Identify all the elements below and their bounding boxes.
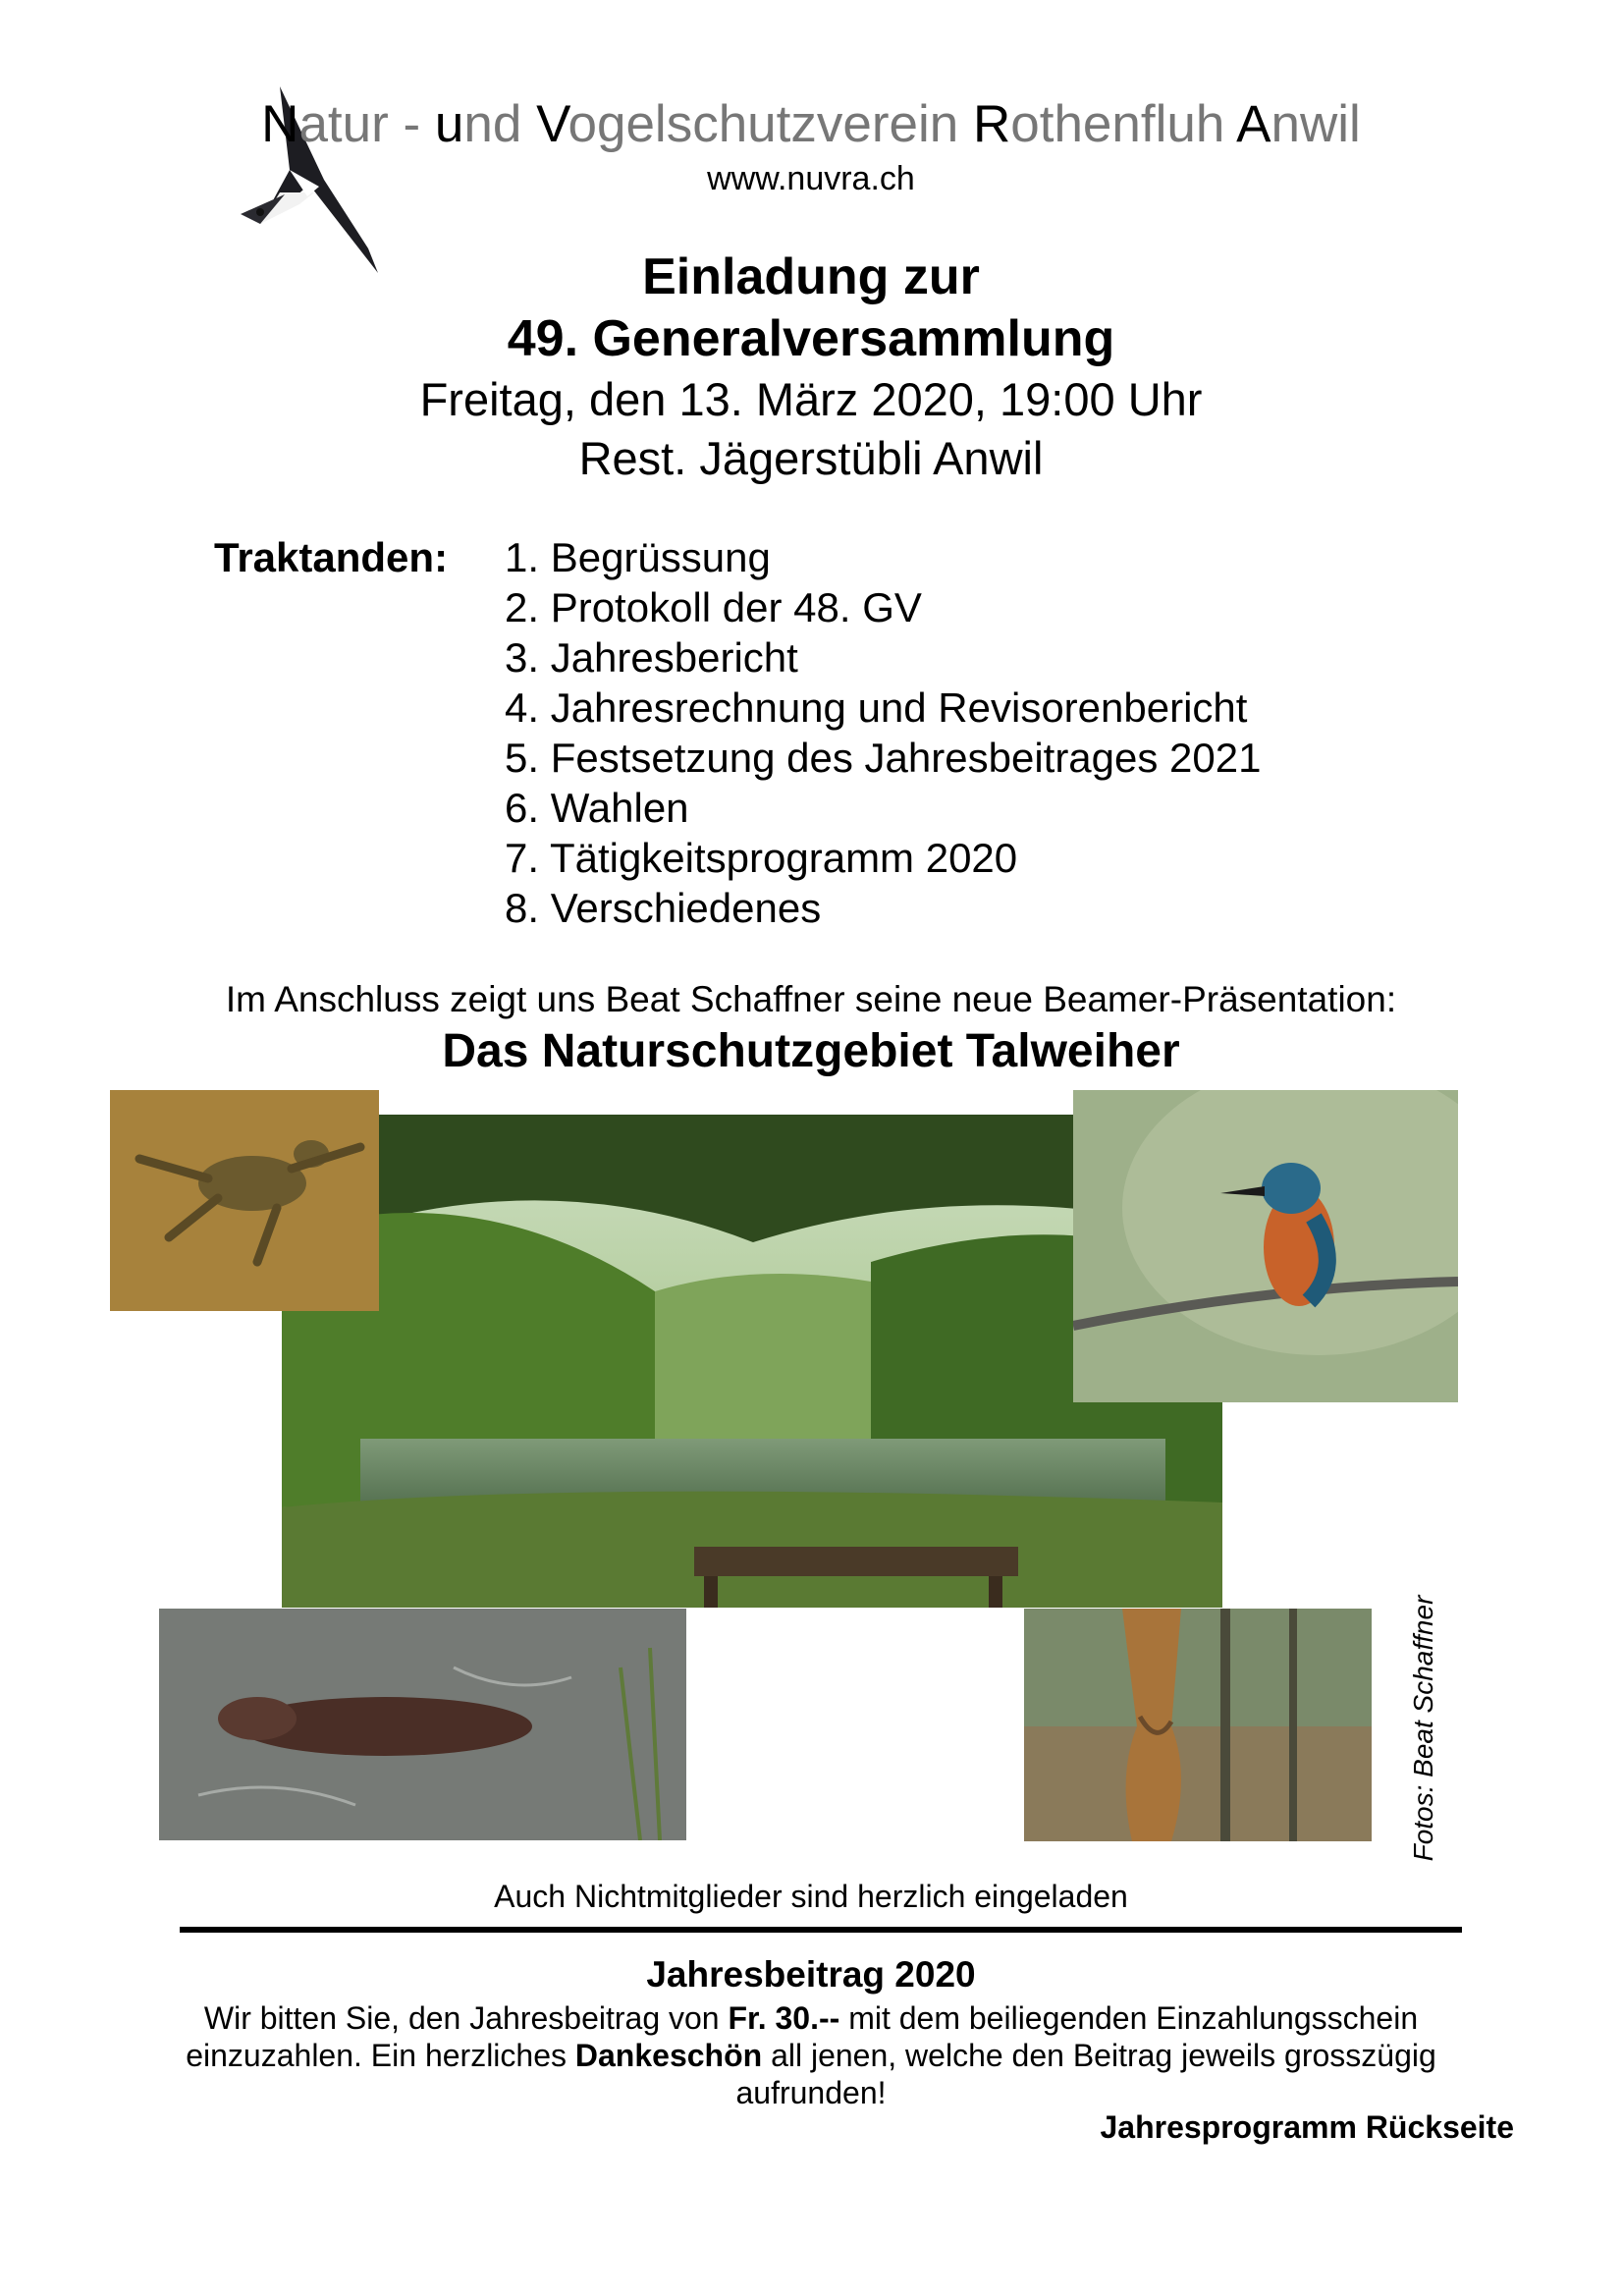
org-initial: A	[1236, 95, 1271, 153]
agenda-item: 1. Begrüssung	[505, 534, 771, 580]
fee-title: Jahresbeitrag 2020	[646, 1954, 976, 1995]
website-url[interactable]: www.nuvra.ch	[707, 160, 915, 197]
event-date: Freitag, den 13. März 2020, 19:00 Uhr	[419, 373, 1203, 425]
agenda-item: 7. Tätigkeitsprogramm 2020	[505, 835, 1018, 881]
divider-line	[180, 1927, 1462, 1933]
backside-note: Jahresprogramm Rückseite	[1100, 2109, 1514, 2145]
org-word-part: nd	[463, 95, 537, 153]
presentation-title: Das Naturschutzgebiet Talweiher	[442, 1025, 1180, 1077]
org-word-part: othenfluh	[1010, 95, 1237, 153]
event-venue: Rest. Jägerstübli Anwil	[578, 432, 1044, 484]
fee-text: Wir bitten Sie, den Jahresbeitrag von Fr. 30.-- mit dem beiliegenden Einzahlungsschein einzuzahlen. Ein herzliches Dankeschön all jenen, welche den Beitrag jeweils grosszügig aufrunden!	[186, 2000, 1436, 2110]
org-initial: V	[536, 95, 568, 153]
beaver-photo	[159, 1609, 686, 1840]
invite-note: Auch Nichtmitglieder sind herzlich eingeladen	[494, 1879, 1128, 1914]
beaver-gnawed-tree-photo	[1024, 1609, 1372, 1841]
agenda-list	[505, 534, 1261, 935]
org-word-part: ogelschutzverein	[568, 95, 973, 153]
agenda-item: 2. Protokoll der 48. GV	[505, 584, 922, 630]
assembly-title: 49. Generalversammlung	[507, 310, 1115, 367]
org-word-part: nwil	[1271, 95, 1361, 153]
agenda-item: 4. Jahresrechnung und Revisorenbericht	[505, 684, 1248, 731]
org-initial: N	[261, 95, 299, 153]
photo-credit: Fotos: Beat Schaffner	[1408, 1595, 1438, 1862]
kingfisher-photo	[1073, 1090, 1458, 1402]
org-initial: R	[972, 95, 1011, 153]
agenda-item: 8. Verschiedenes	[505, 885, 822, 931]
agenda-item: 5. Festsetzung des Jahresbeitrages 2021	[505, 735, 1262, 781]
thanks-word: Dankeschön	[574, 2038, 763, 2073]
presentation-intro: Im Anschluss zeigt uns Beat Schaffner seine neue Beamer-Präsentation:	[225, 979, 1397, 1019]
org-initial: u	[434, 95, 464, 153]
agenda-item: 6. Wahlen	[505, 785, 689, 831]
frog-photo	[110, 1090, 379, 1311]
org-word-part: atur -	[298, 95, 435, 153]
organization-name	[0, 94, 1622, 154]
agenda-item: 3. Jahresbericht	[505, 634, 798, 681]
agenda-label: Traktanden:	[214, 534, 449, 580]
invitation-heading: Einladung zur	[642, 248, 980, 305]
fee-amount: Fr. 30.--	[728, 2000, 840, 2036]
